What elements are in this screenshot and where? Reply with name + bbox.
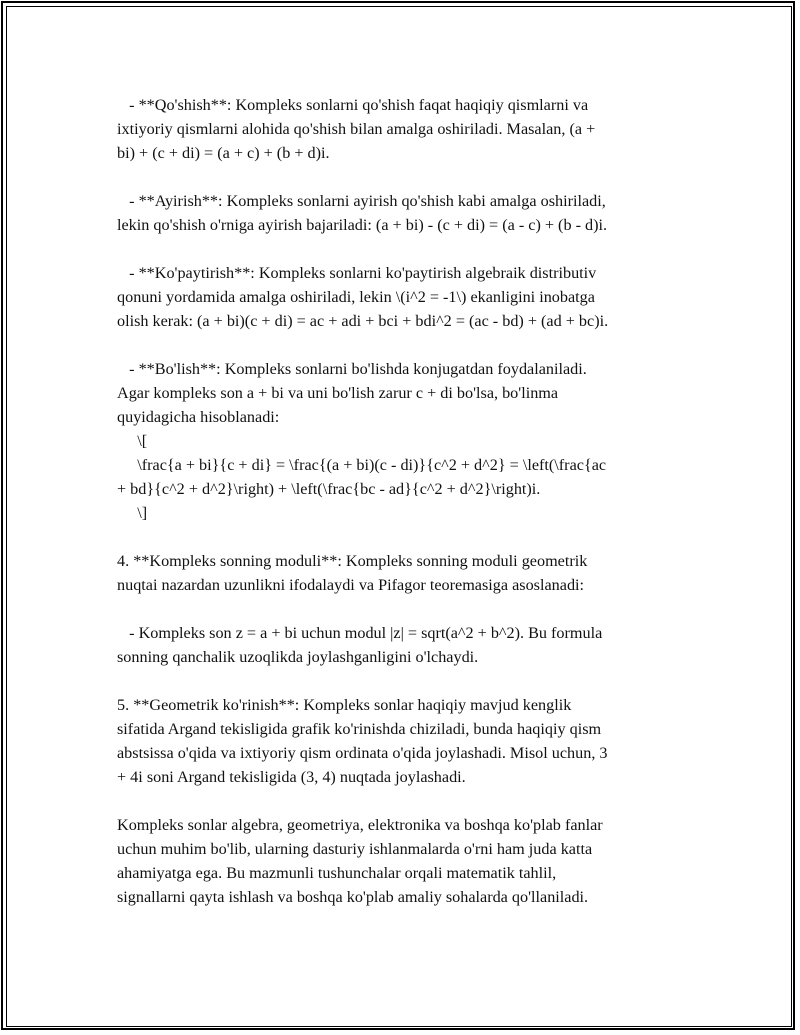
- text-line: lekin qo'shish o'rniga ayirish bajariladi: (a + bi) - (c + di) = (a - c) + (b - d)i.: [117, 216, 608, 234]
- text-line: 5. **Geometrik ko'rinish**: Kompleks sonlar haqiqiy mavjud kenglik: [117, 696, 572, 714]
- paragraph-division: [117, 357, 687, 525]
- text-line: - **Bo'lish**: Kompleks sonlarni bo'lishda konjugatdan foydalaniladi.: [117, 360, 587, 378]
- text-line: sonning qanchalik uzoqlikda joylashganligini o'lchaydi.: [117, 648, 479, 666]
- text-line: abstsissa o'qida va ixtiyoriy qism ordinata o'qida joylashadi. Misol uchun, 3: [117, 744, 608, 762]
- text-line: signallarni qayta ishlash va boshqa ko'plab amaliy sohalarda qo'llaniladi.: [117, 888, 589, 906]
- text-line: sifatida Argand tekisligida grafik ko'rinishda chiziladi, bunda haqiqiy qism: [117, 720, 602, 738]
- paragraph-conclusion: [117, 813, 687, 909]
- text-line: Kompleks sonlar algebra, geometriya, elektronika va boshqa ko'plab fanlar: [117, 816, 603, 834]
- paragraph-modulus-heading: [117, 549, 687, 597]
- text-line: ixtiyoriy qismlarni alohida qo'shish bilan amalga oshiriladi. Masalan, (a +: [117, 120, 596, 138]
- text-line: - **Ayirish**: Kompleks sonlarni ayirish qo'shish kabi amalga oshiriladi,: [117, 192, 606, 210]
- text-line: - **Qo'shish**: Kompleks sonlarni qo'shish faqat haqiqiy qismlarni va: [117, 96, 589, 114]
- formula-line: \frac{a + bi}{c + di} = \frac{(a + bi)(c - di)}{c^2 + d^2} = \left(\frac{ac: [117, 456, 607, 474]
- paragraph-modulus-detail: [117, 621, 687, 669]
- text-line: quyidagicha hisoblanadi:: [117, 408, 280, 426]
- formula-line: \[: [117, 432, 148, 450]
- document-body: [117, 93, 687, 933]
- paragraph-geometric: [117, 693, 687, 789]
- text-line: bi) + (c + di) = (a + c) + (b + d)i.: [117, 144, 330, 162]
- text-line: - **Ko'paytirish**: Kompleks sonlarni ko'paytirish algebraik distributiv: [117, 264, 597, 282]
- text-line: olish kerak: (a + bi)(c + di) = ac + adi + bci + bdi^2 = (ac - bd) + (ad + bc)i.: [117, 312, 609, 330]
- text-line: - Kompleks son z = a + bi uchun modul |z| = sqrt(a^2 + b^2). Bu formula: [117, 624, 603, 642]
- text-line: 4. **Kompleks sonning moduli**: Kompleks sonning moduli geometrik: [117, 552, 588, 570]
- paragraph-subtraction: [117, 189, 687, 237]
- text-line: nuqtai nazardan uzunlikni ifodalaydi va Pifagor teoremasiga asoslanadi:: [117, 576, 585, 594]
- text-line: + 4i soni Argand tekisligida (3, 4) nuqtada joylashadi.: [117, 768, 466, 786]
- paragraph-addition: [117, 93, 687, 165]
- text-line: qonuni yordamida amalga oshiriladi, lekin \(i^2 = -1\) ekanligini inobatga: [117, 288, 595, 306]
- paragraph-multiplication: [117, 261, 687, 333]
- text-line: Agar kompleks son a + bi va uni bo'lish zarur c + di bo'lsa, bo'linma: [117, 384, 559, 402]
- text-line: ahamiyatga ega. Bu mazmunli tushunchalar orqali matematik tahlil,: [117, 864, 557, 882]
- text-line: uchun muhim bo'lib, ularning dasturiy ishlanmalarda o'rni ham juda katta: [117, 840, 593, 858]
- formula-line: + bd}{c^2 + d^2}\right) + \left(\frac{bc - ad}{c^2 + d^2}\right)i.: [117, 480, 541, 498]
- formula-line: \]: [117, 504, 148, 522]
